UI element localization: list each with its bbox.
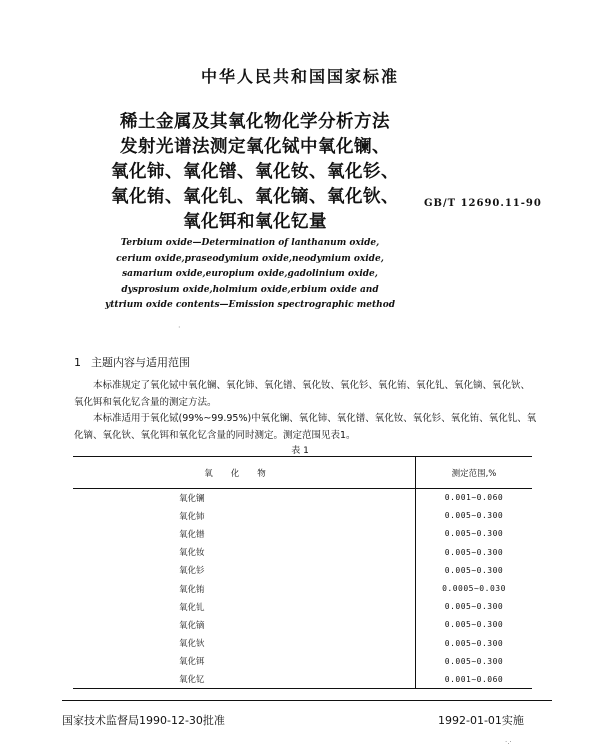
- title-line: 氧化铒和氧化钇量: [183, 212, 327, 232]
- paragraph-applicability: [74, 410, 539, 444]
- paragraph-text: 本标准适用于氧化铽(99%~99.95%)中氧化镧、氧化铈、氧化镨、氧化钕、氧化钐、氧化铕、氧化钆、氧化镝、氧化钬、氧化铒和氧化钇含量的同时测定。测定范围见表1。: [74, 413, 537, 441]
- table-row: [73, 561, 532, 579]
- implementation-date: 1992-01-01实施: [438, 714, 524, 727]
- title-line: 稀土金属及其氧化物化学分析方法: [120, 112, 390, 132]
- section-heading: [74, 354, 190, 370]
- table-row: [73, 525, 532, 543]
- range-cell: 0.0005~0.030: [442, 584, 506, 594]
- oxide-cell: 氧化镧: [73, 489, 416, 507]
- oxide-cell: 氧化钐: [73, 561, 416, 579]
- range-cell: 0.005~0.300: [444, 620, 504, 630]
- range-cell: 0.001~0.060: [444, 493, 504, 503]
- oxide-cell: 氧化钬: [73, 634, 416, 652]
- table-row: [73, 634, 532, 652]
- page-mark: ·.·: [505, 738, 512, 746]
- standard-type-heading: 中华人民共和国国家标准: [200, 67, 399, 86]
- column-header-range: 测定范围,%: [416, 457, 533, 489]
- oxide-cell: 氧化镨: [73, 525, 416, 543]
- english-title: [0, 236, 500, 314]
- oxide-cell: 氧化钕: [73, 543, 416, 561]
- range-cell: 0.005~0.300: [444, 638, 504, 648]
- english-title-line: yttrium oxide contents—Emission spectrographic method: [104, 300, 395, 310]
- table-caption: 表 1: [291, 446, 309, 456]
- table-row: [73, 652, 532, 670]
- oxide-cell: 氧化钆: [73, 598, 416, 616]
- footer-divider: [62, 700, 552, 701]
- title-line: 发射光谱法测定氧化铽中氧化镧、: [120, 137, 390, 157]
- english-title-line: dysprosium oxide,holmium oxide,erbium oxide and: [121, 284, 379, 295]
- oxide-cell: 氧化钇: [73, 670, 416, 688]
- range-cell: 0.005~0.300: [444, 547, 504, 557]
- table-row: [73, 489, 532, 507]
- approval-date: 国家技术监督局1990-12-30批准: [62, 714, 225, 727]
- oxide-cell: 氧化铒: [73, 652, 416, 670]
- scan-dot: ·: [178, 323, 181, 332]
- standard-code: GB/T 12690.11-90: [424, 198, 542, 209]
- oxide-cell: 氧化铈: [73, 507, 416, 525]
- english-title-line: Terbium oxide—Determination of lanthanum oxide,: [120, 238, 380, 248]
- table-row: [73, 543, 532, 561]
- paragraph-scope: [74, 377, 539, 411]
- column-header-oxide: 氧化物: [73, 457, 416, 489]
- table-row: [73, 579, 532, 597]
- table-header-row: [73, 457, 532, 489]
- english-title-line: samarium oxide,europium oxide,gadolinium oxide,: [122, 269, 378, 279]
- section-heading-text: 主题内容与适用范围: [91, 356, 190, 369]
- range-cell: 0.005~0.300: [444, 565, 504, 575]
- table-row: [73, 598, 532, 616]
- range-cell: 0.005~0.300: [444, 511, 504, 521]
- title-line: 氧化铈、氧化镨、氧化钕、氧化钐、: [111, 162, 399, 182]
- paragraph-text: 本标准规定了氧化铽中氧化镧、氧化铈、氧化镨、氧化钕、氧化钐、氧化铕、氧化钆、氧化镝、氧化钬、氧化铒和氧化钇含量的测定方法。: [74, 380, 531, 408]
- table-row: [73, 616, 532, 634]
- section-number: 1: [74, 356, 81, 369]
- oxide-cell: 氧化镝: [73, 616, 416, 634]
- english-title-line: cerium oxide,praseodymium oxide,neodymium oxide,: [116, 253, 384, 264]
- range-cell: 0.005~0.300: [444, 656, 504, 666]
- table-row: [73, 670, 532, 688]
- table-body: [73, 489, 532, 689]
- range-cell: 0.005~0.300: [444, 602, 504, 612]
- range-cell: 0.005~0.300: [444, 529, 504, 539]
- title-line: 氧化铕、氧化钆、氧化镝、氧化钬、: [111, 187, 399, 207]
- document-title: [90, 110, 420, 235]
- range-cell: 0.001~0.060: [416, 670, 533, 688]
- measurement-range-table: [73, 456, 532, 689]
- oxide-cell: 氧化铕: [73, 579, 416, 597]
- table-row: [73, 507, 532, 525]
